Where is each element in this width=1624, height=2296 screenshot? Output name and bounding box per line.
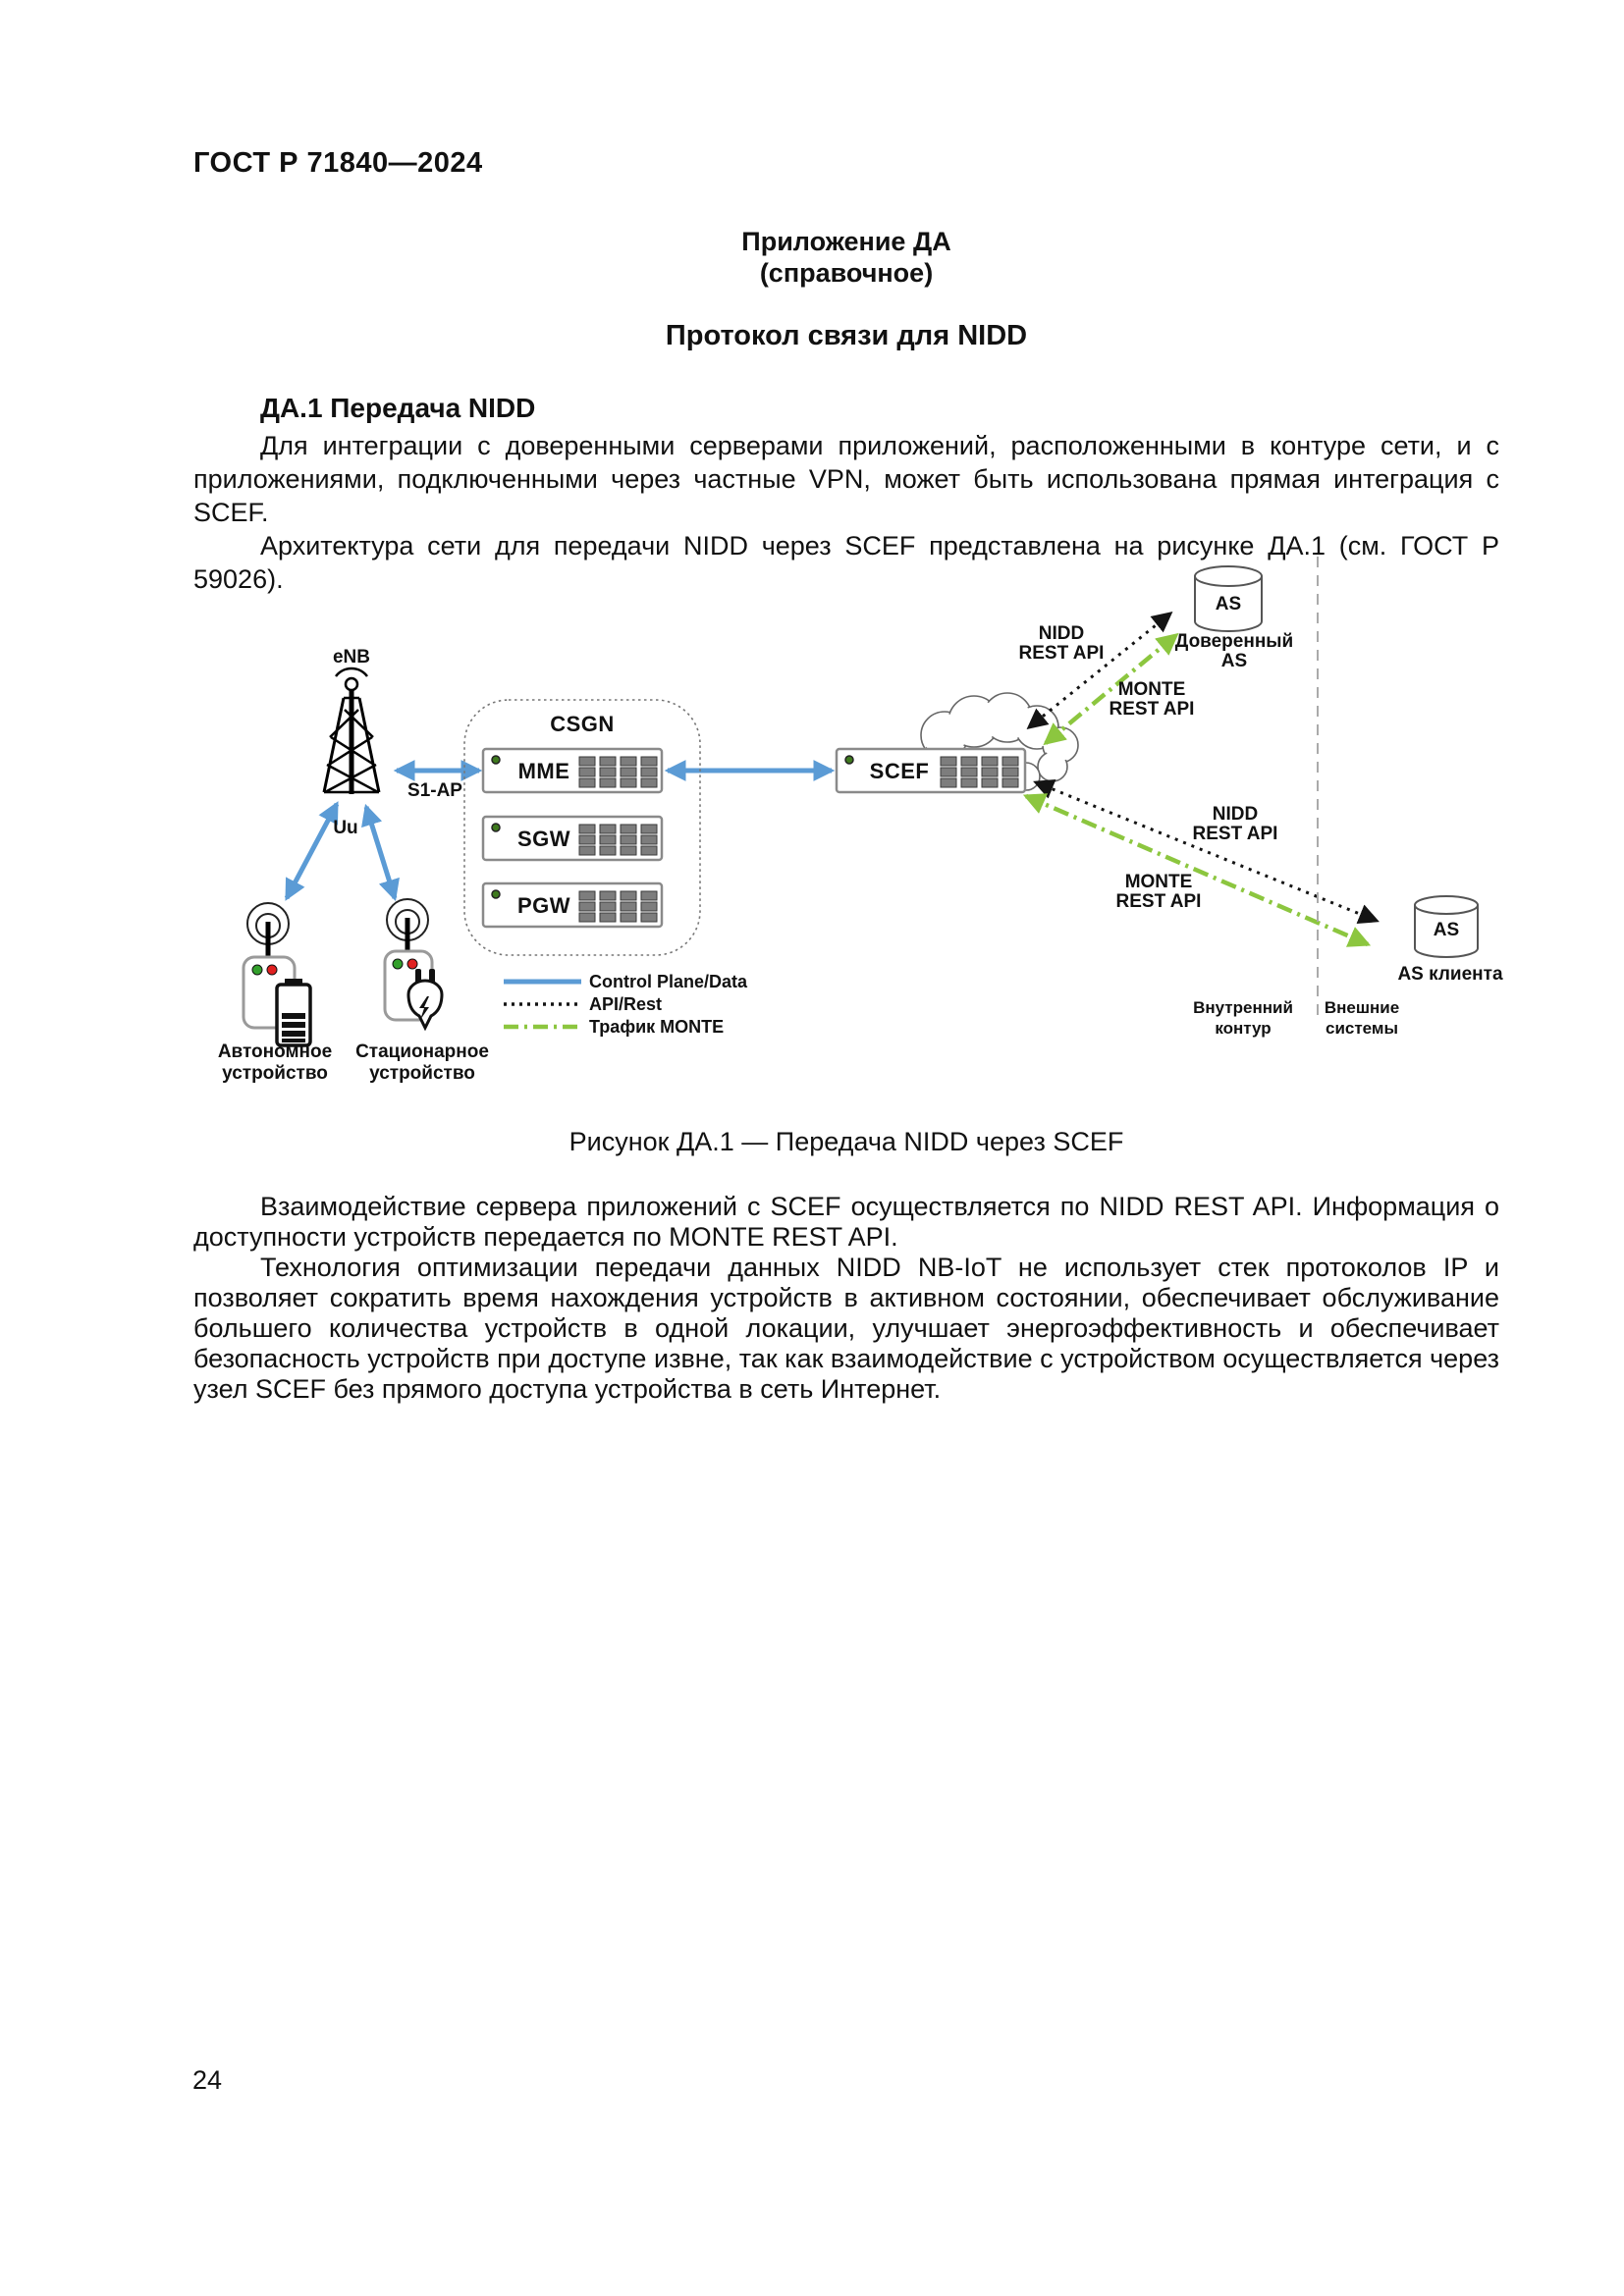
stationary-device-label-line2: устройство [369,1063,475,1084]
outer-systems-label-line2: системы [1325,1019,1399,1038]
autonomous-device-label-line1: Автономное [217,1041,333,1062]
subsection-title: ДА.1 Передача NIDD [260,393,536,423]
monte-rest-api-upper-line2: REST API [1109,699,1195,720]
stationary-device-label-line1: Стационарное [355,1041,489,1062]
pgw-label: PGW [516,893,571,918]
s1ap-label: S1-AP [407,780,462,801]
autonomous-device-icon [244,903,310,1045]
legend-api-rest-label: API/Rest [589,994,663,1014]
sgw-label: SGW [516,827,571,851]
trusted-as-label-line2: AS [1220,651,1248,671]
outer-systems-label-line1: Внешние [1324,998,1400,1017]
standard-number: ГОСТ Р 71840—2024 [193,147,483,179]
trusted-as-inner-label: AS [1215,594,1242,614]
monte-rest-api-lower-line1: MONTE [1124,872,1193,892]
paragraph: Взаимодействие сервера приложений с SCEF осуществляется по NIDD REST API. Информация о доступности устройств передается по MONTE REST API. [193,1192,1499,1252]
section-title: Протокол связи для NIDD [665,320,1028,351]
enb-tower-icon [324,668,379,794]
inner-contour-label-line2: контур [1215,1019,1272,1038]
sgw-server [483,817,662,860]
inner-contour-label-line1: Внутренний [1193,998,1293,1017]
pgw-server [483,883,662,927]
nidd-rest-api-lower-line2: REST API [1192,824,1278,844]
mme-server [483,749,662,792]
led-icon [845,756,853,764]
led-green-icon [252,965,262,975]
nidd-rest-api-upper-line1: NIDD [1038,623,1085,644]
paragraph: Для интеграции с доверенными серверами приложений, расположенными в контуре сети, и с приложениями, подключенными через частные VPN, может быть использована прямая интеграция с SCEF. [193,431,1499,527]
mme-label: MME [517,759,570,783]
monte-rest-api-lower-line2: REST API [1115,891,1202,912]
scef-server [837,749,1025,792]
client-as-label: AS клиента [1397,964,1503,985]
appendix-title: Приложение ДА [741,227,951,256]
autonomous-device-label-line2: устройство [222,1063,328,1084]
nidd-rest-api-lower-line1: NIDD [1212,804,1259,825]
uu-label: Uu [333,818,358,838]
led-red-icon [267,965,277,975]
led-red-icon [407,959,417,969]
scef-label: SCEF [869,759,930,783]
paragraph: Технология оптимизации передачи данных NIDD NB-IoT не использует стек протоколов IP и позволяет сократить время нахождения устройств в активном состоянии, обеспечивает обслуживание большего количества устройств в одной локации, улучшает энергоэффективность и обеспечивает безопасность устройств при доступе извне, так как взаимодействие с устройством осуществляется через узел SCEF без прямого доступа устройства в сеть Интернет. [193,1253,1499,1404]
led-icon [492,890,500,898]
legend [504,972,748,1037]
led-icon [492,824,500,831]
csgn-label: CSGN [550,712,615,736]
stationary-device-icon [385,899,442,1028]
nidd-rest-api-upper-line2: REST API [1018,643,1105,664]
page-number: 24 [192,2065,223,2095]
led-green-icon [393,959,403,969]
legend-monte-label: Трафик MONTE [589,1017,725,1037]
closing-paragraphs [193,1192,1499,1405]
monte-rest-api-upper-line1: MONTE [1117,679,1186,700]
enb-label: eNB [332,647,371,667]
figure-caption: Рисунок ДА.1 — Передача NIDD через SCEF [568,1127,1124,1156]
client-as-inner-label: AS [1433,920,1460,940]
legend-control-plane-label: Control Plane/Data [589,972,748,991]
battery-icon [277,979,310,1045]
network-diagram [137,535,1526,1104]
trusted-as-label-line1: Доверенный [1174,631,1294,652]
led-icon [492,756,500,764]
paragraph: Архитектура сети для передачи NIDD через SCEF представлена на рисунке ДА.1 (см. ГОСТ Р 59026). [193,531,1499,594]
appendix-subtitle: (справочное) [759,258,934,288]
